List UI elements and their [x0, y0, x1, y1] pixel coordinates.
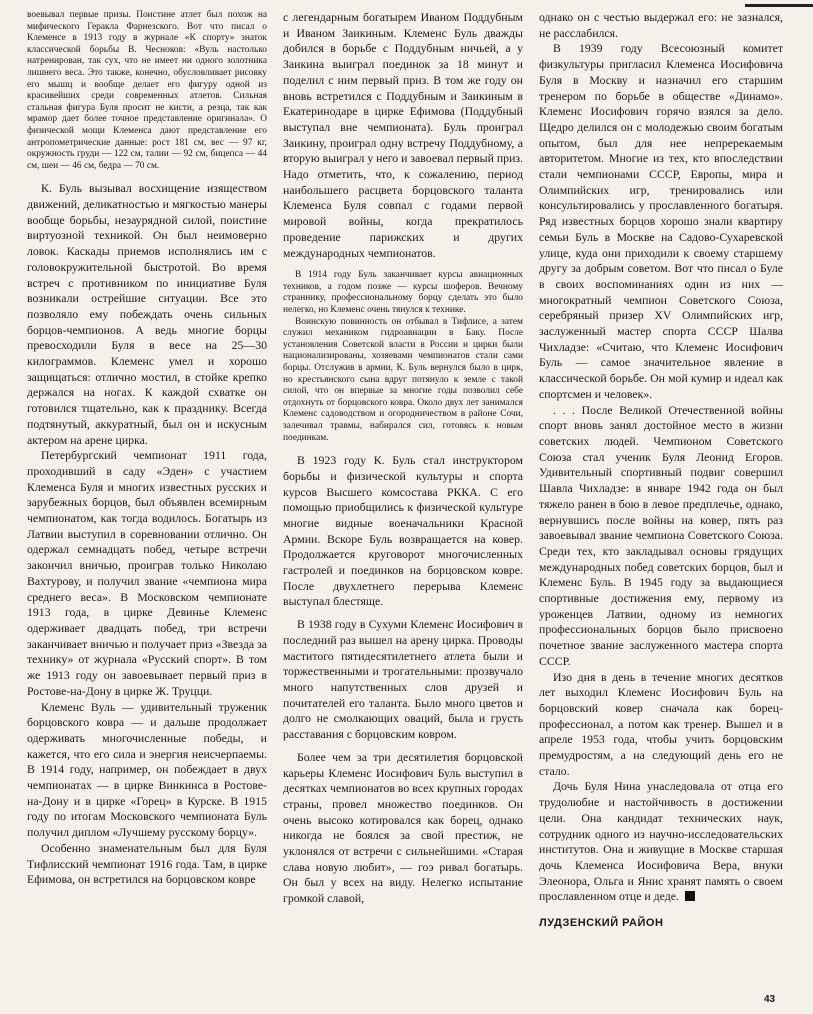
- paragraph: однако он с честью выдержал его: не зазнался, не расслабился.: [539, 10, 783, 40]
- author-signature: ЛУДЗЕНСКИЙ РАЙОН: [539, 917, 664, 930]
- column-left: [27, 10, 267, 990]
- paragraph: Петербургский чемпионат 1911 года, проходивший в саду «Эден» с участием Клеменса Буля и многих известных русских и зарубежных борцов, был объявлен всемирным чемпионатом, как тогда водилось. Богатырь из Латвии выступил в соревновании отлично. Он одержал семнадцать побед, четыре встречи закончил вничью, проиграв только Николаю Вахтурову, и получил звание «чемпиона мира среднего веса». В Московском чемпионате 1913 года, в цирке Девинье Клеменс одерживает двадцать побед, три встречи заканчивает вничью и получает приз «Звезда за технику» от журнала «Русский спорт». В том же 1913 году он завоевывает первый приз в Ростове-на-Дону в цирке Ж. Труцци.: [27, 448, 267, 698]
- page-number: 43: [764, 994, 776, 1005]
- paragraph: В 1923 году К. Буль стал инструктором борьбы и физической культуры и спорта курсов Высшего комсостава РККА. С его помощью приобщились к физической культуре многие видные военачальники Красной Армии. Вскоре Буль возвращается на ковер. Продолжается круговорот многочисленных гастролей и поединков на борцовском ковре. После двухлетнего перерыва Клеменс выступал блестяще.: [283, 453, 523, 609]
- intro-small-paragraph: воевывал первые призы. Поистине атлет был похож на мифического Геракла Фарнезского. Вот что писал о Клеменсе в 1913 году в журнале «К спорту» знаток классической борьбы В. Чесноков: «Вуль настолько натренирован, так сух, что не имеет ни одного золотника лишнего веса. Это также, конечно, обусловливает рисовку его мышц и вообще делает его фигуру одной из красивейших среди современных атлетов. Сильная стальная фигура Буля просит не кисти, а резца, так как мрамор дает более точное представление оригинала». О физической мощи Клеменса дают представление его антропометрические данные: рост 181 см, вес — 97 кг, окружность груди — 122 см, талии — 92 см, бицепса — 44 см, шеи — 46 см, бедра — 70 см.: [27, 10, 267, 171]
- column-middle: [283, 10, 523, 1000]
- paragraph: Более чем за три десятилетия борцовской карьеры Клеменс Иосифович Буль выступил в десятках чемпионатов во всех крупных городах страны, провел множество поединков. Он очень высоко котировался как борец, однако никогда не боялся за свой престиж, не уклонялся от встречи с сильнейшими. «Старая слава новую любит», — гоэ ривал богатырь. Он был у всех на виду. Нелегко испытание громкой славой,: [283, 749, 523, 906]
- top-rule: [745, 4, 813, 7]
- closing-text: Дочь Буля Нина унаследовала от отца его трудолюбие и настойчивость в достижении цели. Она кандидат технических наук, сотрудник одного из научно-исследовательских институтов. Она и живущие в Москве старшая дочь Клеменса Иосифовича Вера, внуки Элеонора, Ольга и Янис хранят память о своем прославленном отце и деде.: [539, 779, 783, 904]
- paragraph: В 1939 году Всесоюзный комитет физкультуры пригласил Клеменса Иосифовича Буля в Москву и назначил его старшим тренером по борьбе в обществе «Динамо». Клеменс Иосифович горячо взялся за дело. Щедро делился он с молодежью своим богатым опытом, был для нее непререкаемым авторитетом. Многие из тех, кто впоследствии стали чемпионами СССР, Европы, мира и Олимпийских игр, тренировались или консультировались у прославленного богатыря. Ряд известных борцов хорошо знали квартиру семьи Буль в Москве на Садово-Сухаревской улице, куда они приходили к своему старшему другу за добрым советом. Вот что писал о Буле в своих воспоминаниях один из них — многократный чемпион Советского Союза, серебряный призер XV Олимпийских игр, заслуженный мастер спорта СССР Шалва Чихладзе: «Считаю, что Клеменс Иосифович Буль — самое значительное явление в классической борьбе. Он мой кумир и идеал как спортсмен и человек».: [539, 41, 783, 401]
- end-of-article-mark: [685, 891, 695, 901]
- paragraph: Изо дня в день в течение многих десятков лет выходил Клеменс Иосифович Буль на борцовский ковер сначала как борец-профессионал, а потом как тренер. Вышел и в апреле 1953 года, чтобы учить борцовским премудростям, а на следующий день его не стало.: [539, 669, 783, 778]
- small-paragraph: Воинскую повинность он отбывал в Тифлисе, а затем служил механиком гидроавиации в Баку. После установления Советской власти в России и цирки были национализированы, хозяевами чемпионатов стали сами борцы. Отслужив в армии, К. Буль вернулся было в цирк, но крестьянского сына вдруг потянуло к земле с такой силой, что он впервые за многие годы позволил себе отдохнуть от борцовского ковра. Около двух лет занимался Клеменс садоводством и огородничеством в районе Сочи, залечивал травмы, набирался сил, готовясь к новым поединкам.: [283, 316, 523, 443]
- paragraph: К. Буль вызывал восхищение изяществом движений, деликатностью и мягкостью манеры вообще борьбы, незаурядной силой, поистине виртуозной техникой. Он был неимоверно ловок. Каскады приемов исполнялись им с головокружительной быстротой. Во время встреч с противником по инициативе Буля возникали острейшие ситуации. Все это позволяло ему побеждать очень сильных борцов-чемпионов. А ведь многие борцы превосходили Буля в весе на 25—30 килограммов. Клеменс умел и хорошо защищаться: отлично мостил, в стойке крепко держался на ногах. К каждой схватке он готовился тщательно, как к празднику. Всегда подтянутый, аккуратный, был он и искусным актером на арене цирка.: [27, 181, 267, 447]
- paragraph: Особенно знаменательным был для Буля Тифлисский чемпионат 1916 года. Там, в цирке Ефимова, он встретился на борцовском ковре: [27, 840, 267, 887]
- closing-paragraph: [539, 779, 783, 905]
- paragraph: Клеменс Вуль — удивительный труженик борцовского ковра — и дальше продолжает одерживать многочисленные победы, и кажется, что его сила и энергия неисчерпаемы. В 1914 году, например, он побеждает в двух чемпионатах — в цирке Винкинса в Ростове-на-Дону и в цирке «Горец» в Курске. В 1915 году по итогам Московского чемпионата Буль получил диплом «Лучшему русскому борцу».: [27, 699, 267, 840]
- small-paragraph: В 1914 году Буль заканчивает курсы авиационных техников, а годом позже — курсы шоферов. Вечному страннику, профессиональному борцу сделать это было нелегко, но Клеменс очень тянулся к технике.: [283, 270, 523, 316]
- paragraph: . . . После Великой Отечественной войны спорт вновь занял достойное место в жизни советских людей. Чемпионом Советского Союза стал ученик Буля Леонид Егоров. Удивительный спортивный подвиг совершил Шавла Чихладзе: в январе 1942 года он был тяжело ранен в бою в левое предплечье, однако, вернувшись после войны на ковер, пять раз завоевывал звание чемпиона Советского Союза. Среди тех, кто закладывал основы грядущих международных побед советских борцов, был и Клеменс Буль. В 1945 году за выдающиеся спортивные достижения ему, первому из уроженцев Латвии, одному из немногих профессиональных борцов было присвоено почетное звание заслуженного мастера спорта СССР.: [539, 402, 783, 668]
- paragraph: В 1938 году в Сухуми Клеменс Иосифович в последний раз вышел на арену цирка. Проводы маститого пятидесятилетнего атлета были и торжественными и трогательными: прозвучало много напутственных слов друзей и почитателей его таланта. Было много цветов и долго не смолкающих оваций, была и грусть расставания с борцовским ковром.: [283, 617, 523, 742]
- column-right: [539, 10, 783, 970]
- paragraph: с легендарным богатырем Иваном Поддубным и Иваном Заикиным. Клеменс Буль дважды добился в борьбе с Поддубным ничьей, а у Заикина выиграл поединок за 18 минут и поделил с ним первый приз. В том же году он вновь встретился с Поддубным и Заикиным в Екатеринодаре в цирке Ефимова (Поддубный выступал вне чемпионата). Буль проиграл Заикину, проиграл одну встречу Поддубному, а вторую выиграл у него и завоевал первый приз. Надо отметить, что, к сожалению, период наибольшего расцвета борцовского таланта Клеменса Буля совпал с годами первой мировой войны, когда прекратилось проведение парижских и других международных чемпионатов.: [283, 10, 523, 260]
